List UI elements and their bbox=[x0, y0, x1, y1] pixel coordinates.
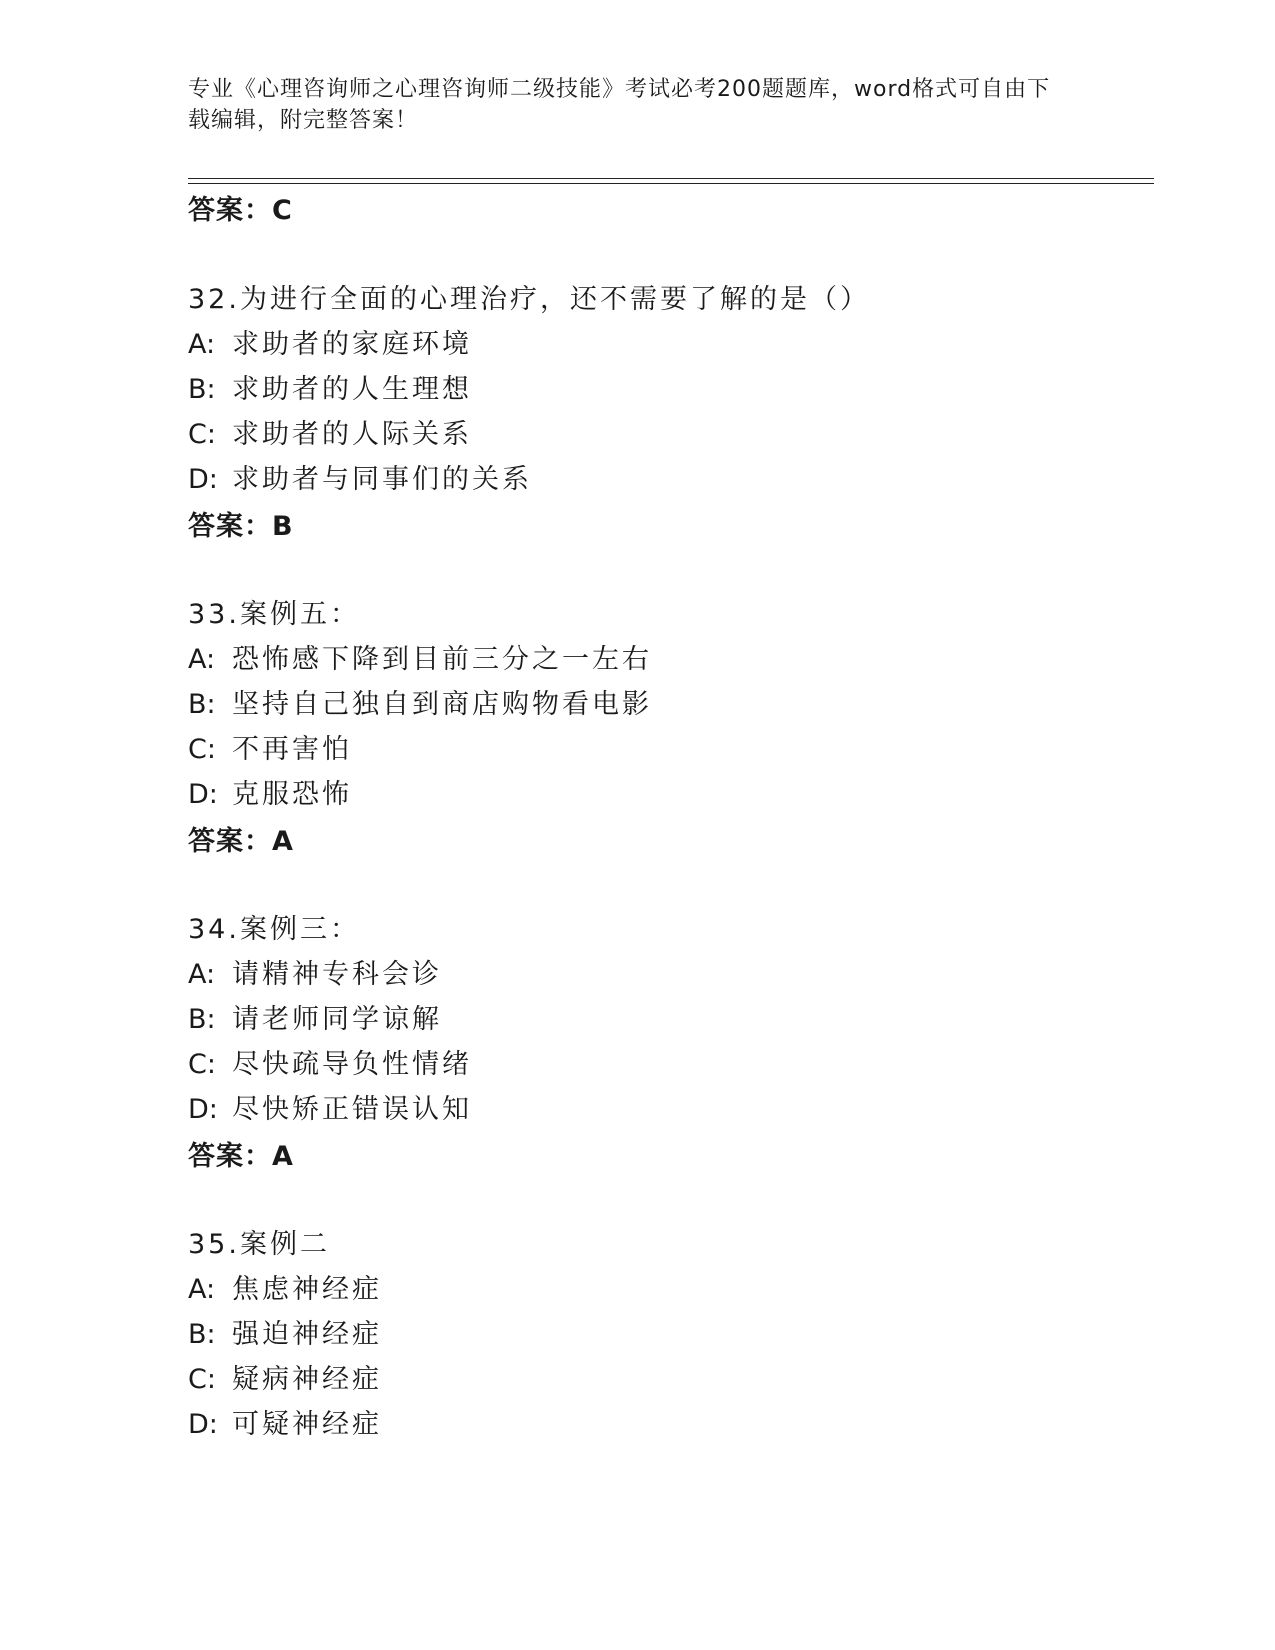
question-stem: 33.案例五： bbox=[188, 599, 360, 630]
option-text: 不再害怕 bbox=[232, 734, 352, 765]
answer-line: 答案：B bbox=[188, 511, 294, 542]
option-line bbox=[188, 778, 352, 812]
document-header: 专业《心理咨询师之心理咨询师二级技能》考试必考200题题库，word格式可自由下载编辑，附完整答案！ bbox=[188, 77, 1051, 133]
option-letter: B: bbox=[188, 689, 216, 720]
option-line bbox=[188, 1318, 382, 1352]
question-stem: 32.为进行全面的心理治疗，还不需要了解的是（） bbox=[188, 284, 870, 315]
option-text: 求助者的人生理想 bbox=[232, 374, 472, 405]
header-rule-top bbox=[188, 178, 1154, 179]
option-line bbox=[188, 643, 652, 677]
option-text: 尽快矫正错误认知 bbox=[232, 1094, 472, 1125]
previous-answer: 答案：C bbox=[188, 195, 293, 226]
option-letter: C: bbox=[188, 419, 216, 450]
option-text: 求助者的家庭环境 bbox=[232, 329, 472, 360]
option-letter: D: bbox=[188, 1094, 218, 1125]
option-line bbox=[188, 1048, 472, 1082]
option-letter: D: bbox=[188, 779, 218, 810]
option-line bbox=[188, 733, 352, 767]
answer-line: 答案：A bbox=[188, 826, 294, 857]
option-letter: A: bbox=[188, 329, 216, 360]
option-line bbox=[188, 463, 532, 497]
option-letter: B: bbox=[188, 374, 216, 405]
option-text: 请老师同学谅解 bbox=[232, 1004, 442, 1035]
option-text: 焦虑神经症 bbox=[232, 1274, 382, 1305]
option-line bbox=[188, 418, 472, 452]
answer-line: 答案：A bbox=[188, 1141, 294, 1172]
option-letter: A: bbox=[188, 959, 216, 990]
option-letter: C: bbox=[188, 1049, 216, 1080]
option-letter: A: bbox=[188, 644, 216, 675]
header-rule-bottom bbox=[188, 183, 1154, 184]
option-line bbox=[188, 1273, 382, 1307]
option-letter: C: bbox=[188, 1364, 216, 1395]
option-line bbox=[188, 1093, 472, 1127]
option-text: 请精神专科会诊 bbox=[232, 959, 442, 990]
option-letter: D: bbox=[188, 1409, 218, 1440]
option-text: 克服恐怖 bbox=[232, 779, 352, 810]
option-letter: C: bbox=[188, 734, 216, 765]
option-line bbox=[188, 688, 652, 722]
option-letter: B: bbox=[188, 1004, 216, 1035]
option-line bbox=[188, 958, 442, 992]
option-line bbox=[188, 1003, 442, 1037]
option-text: 求助者的人际关系 bbox=[232, 419, 472, 450]
option-line bbox=[188, 328, 472, 362]
option-letter: B: bbox=[188, 1319, 216, 1350]
option-text: 强迫神经症 bbox=[232, 1319, 382, 1350]
option-text: 疑病神经症 bbox=[232, 1364, 382, 1395]
option-line bbox=[188, 1408, 382, 1442]
option-text: 求助者与同事们的关系 bbox=[232, 464, 532, 495]
option-letter: D: bbox=[188, 464, 218, 495]
option-line bbox=[188, 1363, 382, 1397]
option-text: 可疑神经症 bbox=[232, 1409, 382, 1440]
question-stem: 34.案例三： bbox=[188, 914, 360, 945]
option-text: 尽快疏导负性情绪 bbox=[232, 1049, 472, 1080]
option-text: 坚持自己独自到商店购物看电影 bbox=[232, 689, 652, 720]
question-stem: 35.案例二 bbox=[188, 1229, 330, 1260]
option-text: 恐怖感下降到目前三分之一左右 bbox=[232, 644, 652, 675]
option-line bbox=[188, 373, 472, 407]
option-letter: A: bbox=[188, 1274, 216, 1305]
